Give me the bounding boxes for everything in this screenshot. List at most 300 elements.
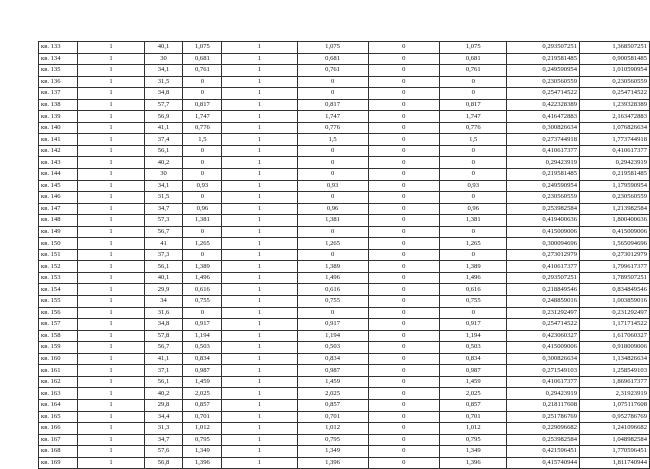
col-2-cell: 1 (78, 284, 144, 296)
col-6-cell: 0 (297, 226, 368, 238)
area-cell: 40,2 (144, 157, 183, 169)
col-4-cell: 0 (183, 169, 222, 181)
total-cell: 1,869617377 (580, 376, 650, 388)
col-7-cell: 0 (368, 365, 440, 377)
col-5-cell: 1 (222, 76, 297, 88)
area-cell: 29,8 (144, 399, 183, 411)
col-8-cell: 1,5 (440, 134, 507, 146)
col-9-cell: 0,410617377 (507, 145, 580, 157)
col-8-cell: 1,381 (440, 215, 507, 227)
col-7-cell: 0 (368, 157, 440, 169)
col-8-cell: 1,012 (440, 423, 507, 435)
area-cell: 34,8 (144, 88, 183, 100)
col-7-cell: 0 (368, 145, 440, 157)
col-5-cell: 1 (222, 434, 297, 446)
apartment-cell: кв. 163 (39, 388, 78, 400)
apartment-cell: кв. 144 (39, 169, 78, 181)
table-row (39, 457, 650, 469)
col-6-cell: 0 (297, 157, 368, 169)
col-2-cell: 1 (78, 307, 144, 319)
col-5-cell: 1 (222, 307, 297, 319)
col-8-cell: 0 (440, 307, 507, 319)
col-6-cell: 0 (297, 169, 368, 181)
col-8-cell: 0,503 (440, 342, 507, 354)
col-8-cell: 1,496 (440, 272, 507, 284)
total-cell: 0,834849546 (580, 284, 650, 296)
apartment-cell: кв. 166 (39, 423, 78, 435)
table-row (39, 365, 650, 377)
col-5-cell: 1 (222, 411, 297, 423)
col-6-cell: 0,755 (297, 296, 368, 308)
col-8-cell: 1,459 (440, 376, 507, 388)
table-row (39, 76, 650, 88)
col-2-cell: 1 (78, 342, 144, 354)
area-cell: 34,1 (144, 180, 183, 192)
area-cell: 34,7 (144, 434, 183, 446)
total-cell: 1,171714522 (580, 319, 650, 331)
col-6-cell: 0,917 (297, 319, 368, 331)
col-2-cell: 1 (78, 457, 144, 469)
col-7-cell: 0 (368, 99, 440, 111)
col-8-cell: 0,755 (440, 296, 507, 308)
table-row (39, 238, 650, 250)
apartment-cell: кв. 169 (39, 457, 78, 469)
total-cell: 2,31923919 (580, 388, 650, 400)
col-7-cell: 0 (368, 411, 440, 423)
col-2-cell: 1 (78, 203, 144, 215)
area-cell: 40,1 (144, 272, 183, 284)
col-9-cell: 0,293507251 (507, 272, 580, 284)
apartment-cell: кв. 139 (39, 111, 78, 123)
col-2-cell: 1 (78, 446, 144, 458)
col-8-cell: 0,917 (440, 319, 507, 331)
col-4-cell: 1,389 (183, 261, 222, 273)
col-8-cell: 0 (440, 169, 507, 181)
col-2-cell: 1 (78, 261, 144, 273)
col-8-cell: 0,776 (440, 122, 507, 134)
col-6-cell: 0,761 (297, 65, 368, 77)
col-2-cell: 1 (78, 272, 144, 284)
table-row (39, 411, 650, 423)
table-row (39, 446, 650, 458)
col-9-cell: 0,229096682 (507, 423, 580, 435)
total-cell: 1,770596451 (580, 446, 650, 458)
total-cell: 1,134826634 (580, 353, 650, 365)
col-5-cell: 1 (222, 169, 297, 181)
col-8-cell: 0 (440, 249, 507, 261)
area-cell: 56,9 (144, 111, 183, 123)
col-9-cell: 0,230560559 (507, 76, 580, 88)
col-4-cell: 0,616 (183, 284, 222, 296)
total-cell: 1,213982584 (580, 203, 650, 215)
col-4-cell: 0 (183, 226, 222, 238)
col-5-cell: 1 (222, 192, 297, 204)
col-4-cell: 0,795 (183, 434, 222, 446)
col-4-cell: 0,755 (183, 296, 222, 308)
col-8-cell: 0 (440, 157, 507, 169)
col-5-cell: 1 (222, 203, 297, 215)
apartment-cell: кв. 167 (39, 434, 78, 446)
col-7-cell: 0 (368, 42, 440, 54)
col-4-cell: 0 (183, 145, 222, 157)
col-9-cell: 0,422328389 (507, 99, 580, 111)
col-9-cell: 0,421596451 (507, 446, 580, 458)
table-row (39, 215, 650, 227)
col-6-cell: 0,817 (297, 99, 368, 111)
col-4-cell: 0,987 (183, 365, 222, 377)
col-8-cell: 1,396 (440, 457, 507, 469)
col-9-cell: 0,410617377 (507, 261, 580, 273)
table-row (39, 42, 650, 54)
total-cell: 1,368507251 (580, 42, 650, 54)
col-6-cell: 1,389 (297, 261, 368, 273)
col-5-cell: 1 (222, 457, 297, 469)
col-8-cell: 0,701 (440, 411, 507, 423)
col-6-cell: 2,025 (297, 388, 368, 400)
area-cell: 56,7 (144, 342, 183, 354)
table-row (39, 145, 650, 157)
col-4-cell: 0,681 (183, 53, 222, 65)
col-2-cell: 1 (78, 423, 144, 435)
area-cell: 34 (144, 296, 183, 308)
col-7-cell: 0 (368, 65, 440, 77)
col-4-cell: 0,96 (183, 203, 222, 215)
area-cell: 30 (144, 53, 183, 65)
col-4-cell: 2,025 (183, 388, 222, 400)
col-7-cell: 0 (368, 169, 440, 181)
col-8-cell: 0 (440, 76, 507, 88)
col-9-cell: 0,273744918 (507, 134, 580, 146)
col-9-cell: 0,218117608 (507, 399, 580, 411)
table-row (39, 65, 650, 77)
total-cell: 1,010590954 (580, 65, 650, 77)
col-8-cell: 0,817 (440, 99, 507, 111)
col-6-cell: 0 (297, 249, 368, 261)
col-9-cell: 0,29423919 (507, 157, 580, 169)
total-cell: 1,811740944 (580, 457, 650, 469)
col-6-cell: 0,616 (297, 284, 368, 296)
col-4-cell: 1,075 (183, 42, 222, 54)
area-cell: 57,8 (144, 330, 183, 342)
col-5-cell: 1 (222, 376, 297, 388)
total-cell: 1,075117608 (580, 399, 650, 411)
col-4-cell: 0 (183, 88, 222, 100)
col-8-cell: 0,795 (440, 434, 507, 446)
table-row (39, 272, 650, 284)
col-2-cell: 1 (78, 319, 144, 331)
col-5-cell: 1 (222, 42, 297, 54)
col-8-cell: 0 (440, 226, 507, 238)
total-cell: 1,076826634 (580, 122, 650, 134)
col-8-cell: 2,025 (440, 388, 507, 400)
col-6-cell: 1,496 (297, 272, 368, 284)
apartment-data-table (38, 41, 650, 469)
col-9-cell: 0,249590954 (507, 65, 580, 77)
col-6-cell: 0 (297, 88, 368, 100)
col-4-cell: 1,396 (183, 457, 222, 469)
col-5-cell: 1 (222, 180, 297, 192)
table-row (39, 261, 650, 273)
col-5-cell: 1 (222, 157, 297, 169)
table-row (39, 180, 650, 192)
col-7-cell: 0 (368, 446, 440, 458)
total-cell: 1,789507251 (580, 272, 650, 284)
col-9-cell: 0,219581485 (507, 169, 580, 181)
apartment-cell: кв. 135 (39, 65, 78, 77)
col-6-cell: 0,776 (297, 122, 368, 134)
apartment-cell: кв. 150 (39, 238, 78, 250)
col-2-cell: 1 (78, 192, 144, 204)
col-4-cell: 0 (183, 76, 222, 88)
col-2-cell: 1 (78, 411, 144, 423)
col-4-cell: 0,503 (183, 342, 222, 354)
area-cell: 40,2 (144, 388, 183, 400)
table-row (39, 434, 650, 446)
total-cell: 0,254714522 (580, 88, 650, 100)
col-8-cell: 0 (440, 192, 507, 204)
table-row (39, 296, 650, 308)
col-9-cell: 0,415009006 (507, 226, 580, 238)
apartment-cell: кв. 164 (39, 399, 78, 411)
apartment-cell: кв. 147 (39, 203, 78, 215)
table-row (39, 423, 650, 435)
col-5-cell: 1 (222, 65, 297, 77)
total-cell: 1,617060327 (580, 330, 650, 342)
table-row (39, 307, 650, 319)
col-2-cell: 1 (78, 111, 144, 123)
col-9-cell: 0,300826634 (507, 353, 580, 365)
col-5-cell: 1 (222, 365, 297, 377)
col-4-cell: 1,012 (183, 423, 222, 435)
col-4-cell: 0,776 (183, 122, 222, 134)
col-6-cell: 0,96 (297, 203, 368, 215)
col-9-cell: 0,251786769 (507, 411, 580, 423)
col-5-cell: 1 (222, 388, 297, 400)
apartment-cell: кв. 160 (39, 353, 78, 365)
col-6-cell: 0 (297, 145, 368, 157)
col-4-cell: 0 (183, 157, 222, 169)
apartment-cell: кв. 141 (39, 134, 78, 146)
table-row (39, 134, 650, 146)
col-9-cell: 0,253982584 (507, 434, 580, 446)
apartment-cell: кв. 143 (39, 157, 78, 169)
col-6-cell: 0 (297, 307, 368, 319)
col-4-cell: 1,747 (183, 111, 222, 123)
col-7-cell: 0 (368, 342, 440, 354)
col-9-cell: 0,218849546 (507, 284, 580, 296)
apartment-cell: кв. 168 (39, 446, 78, 458)
col-5-cell: 1 (222, 284, 297, 296)
col-4-cell: 1,381 (183, 215, 222, 227)
col-6-cell: 1,747 (297, 111, 368, 123)
col-7-cell: 0 (368, 249, 440, 261)
table-row (39, 192, 650, 204)
table-row (39, 249, 650, 261)
area-cell: 29,9 (144, 284, 183, 296)
area-cell: 57,7 (144, 99, 183, 111)
area-cell: 31,6 (144, 307, 183, 319)
col-6-cell: 0,681 (297, 53, 368, 65)
apartment-cell: кв. 151 (39, 249, 78, 261)
table-row (39, 53, 650, 65)
apartment-cell: кв. 165 (39, 411, 78, 423)
total-cell: 1,048982584 (580, 434, 650, 446)
col-4-cell: 0,701 (183, 411, 222, 423)
col-5-cell: 1 (222, 215, 297, 227)
col-7-cell: 0 (368, 238, 440, 250)
apartment-cell: кв. 140 (39, 122, 78, 134)
table-row (39, 388, 650, 400)
table-row (39, 169, 650, 181)
apartment-cell: кв. 153 (39, 272, 78, 284)
col-6-cell: 1,459 (297, 376, 368, 388)
col-6-cell: 1,075 (297, 42, 368, 54)
col-7-cell: 0 (368, 111, 440, 123)
col-9-cell: 0,293507251 (507, 42, 580, 54)
apartment-cell: кв. 157 (39, 319, 78, 331)
area-cell: 34,7 (144, 203, 183, 215)
col-8-cell: 1,747 (440, 111, 507, 123)
col-9-cell: 0,410617377 (507, 376, 580, 388)
table-row (39, 342, 650, 354)
total-cell: 1,565094696 (580, 238, 650, 250)
apartment-cell: кв. 155 (39, 296, 78, 308)
col-9-cell: 0,415740944 (507, 457, 580, 469)
col-7-cell: 0 (368, 399, 440, 411)
col-8-cell: 0,96 (440, 203, 507, 215)
col-8-cell: 0,93 (440, 180, 507, 192)
table-body (39, 42, 650, 469)
total-cell: 1,799617377 (580, 261, 650, 273)
area-cell: 57,3 (144, 215, 183, 227)
col-6-cell: 1,194 (297, 330, 368, 342)
area-cell: 56,1 (144, 261, 183, 273)
col-4-cell: 0 (183, 307, 222, 319)
col-5-cell: 1 (222, 353, 297, 365)
col-5-cell: 1 (222, 99, 297, 111)
col-7-cell: 0 (368, 434, 440, 446)
col-8-cell: 0,987 (440, 365, 507, 377)
col-8-cell: 1,265 (440, 238, 507, 250)
col-7-cell: 0 (368, 272, 440, 284)
apartment-cell: кв. 133 (39, 42, 78, 54)
total-cell: 0,918009006 (580, 342, 650, 354)
table-row (39, 99, 650, 111)
col-6-cell: 0,857 (297, 399, 368, 411)
area-cell: 31,5 (144, 192, 183, 204)
total-cell: 1,179590954 (580, 180, 650, 192)
col-2-cell: 1 (78, 99, 144, 111)
col-7-cell: 0 (368, 76, 440, 88)
col-6-cell: 1,396 (297, 457, 368, 469)
total-cell: 1,239328389 (580, 99, 650, 111)
area-cell: 34,1 (144, 65, 183, 77)
col-2-cell: 1 (78, 353, 144, 365)
col-2-cell: 1 (78, 88, 144, 100)
col-9-cell: 0,271549103 (507, 365, 580, 377)
col-8-cell: 1,194 (440, 330, 507, 342)
col-7-cell: 0 (368, 376, 440, 388)
col-6-cell: 0,701 (297, 411, 368, 423)
table-row (39, 122, 650, 134)
table-row (39, 399, 650, 411)
col-2-cell: 1 (78, 434, 144, 446)
col-2-cell: 1 (78, 53, 144, 65)
col-8-cell: 0 (440, 145, 507, 157)
total-cell: 0,219581485 (580, 169, 650, 181)
total-cell: 0,230560559 (580, 192, 650, 204)
apartment-cell: кв. 161 (39, 365, 78, 377)
col-7-cell: 0 (368, 192, 440, 204)
col-5-cell: 1 (222, 296, 297, 308)
apartment-cell: кв. 137 (39, 88, 78, 100)
col-9-cell: 0,231292497 (507, 307, 580, 319)
area-cell: 56,8 (144, 457, 183, 469)
apartment-cell: кв. 138 (39, 99, 78, 111)
col-8-cell: 0,761 (440, 65, 507, 77)
col-9-cell: 0,248859016 (507, 296, 580, 308)
col-5-cell: 1 (222, 249, 297, 261)
table-row (39, 88, 650, 100)
total-cell: 0,410617377 (580, 145, 650, 157)
table-row (39, 376, 650, 388)
col-6-cell: 0,503 (297, 342, 368, 354)
area-cell: 34,4 (144, 411, 183, 423)
col-2-cell: 1 (78, 134, 144, 146)
col-9-cell: 0,254714522 (507, 319, 580, 331)
col-6-cell: 1,5 (297, 134, 368, 146)
apartment-cell: кв. 156 (39, 307, 78, 319)
col-6-cell: 0 (297, 76, 368, 88)
col-9-cell: 0,416472883 (507, 111, 580, 123)
area-cell: 56,1 (144, 145, 183, 157)
col-9-cell: 0,219581485 (507, 53, 580, 65)
col-2-cell: 1 (78, 399, 144, 411)
col-4-cell: 1,265 (183, 238, 222, 250)
apartment-cell: кв. 149 (39, 226, 78, 238)
col-5-cell: 1 (222, 53, 297, 65)
apartment-cell: кв. 148 (39, 215, 78, 227)
col-9-cell: 0,29423919 (507, 388, 580, 400)
col-2-cell: 1 (78, 76, 144, 88)
total-cell: 0,415009006 (580, 226, 650, 238)
col-2-cell: 1 (78, 226, 144, 238)
table-row (39, 330, 650, 342)
col-7-cell: 0 (368, 388, 440, 400)
col-7-cell: 0 (368, 88, 440, 100)
col-8-cell: 0,857 (440, 399, 507, 411)
col-2-cell: 1 (78, 169, 144, 181)
area-cell: 41,1 (144, 353, 183, 365)
col-7-cell: 0 (368, 423, 440, 435)
col-2-cell: 1 (78, 42, 144, 54)
table-row (39, 353, 650, 365)
total-cell: 1,258549103 (580, 365, 650, 377)
col-5-cell: 1 (222, 399, 297, 411)
col-8-cell: 0,616 (440, 284, 507, 296)
total-cell: 0,273012979 (580, 249, 650, 261)
col-5-cell: 1 (222, 342, 297, 354)
total-cell: 0,29423919 (580, 157, 650, 169)
col-2-cell: 1 (78, 215, 144, 227)
col-6-cell: 0 (297, 192, 368, 204)
col-6-cell: 1,012 (297, 423, 368, 435)
col-7-cell: 0 (368, 122, 440, 134)
col-9-cell: 0,253982584 (507, 203, 580, 215)
col-2-cell: 1 (78, 145, 144, 157)
table-row (39, 226, 650, 238)
col-6-cell: 0,834 (297, 353, 368, 365)
